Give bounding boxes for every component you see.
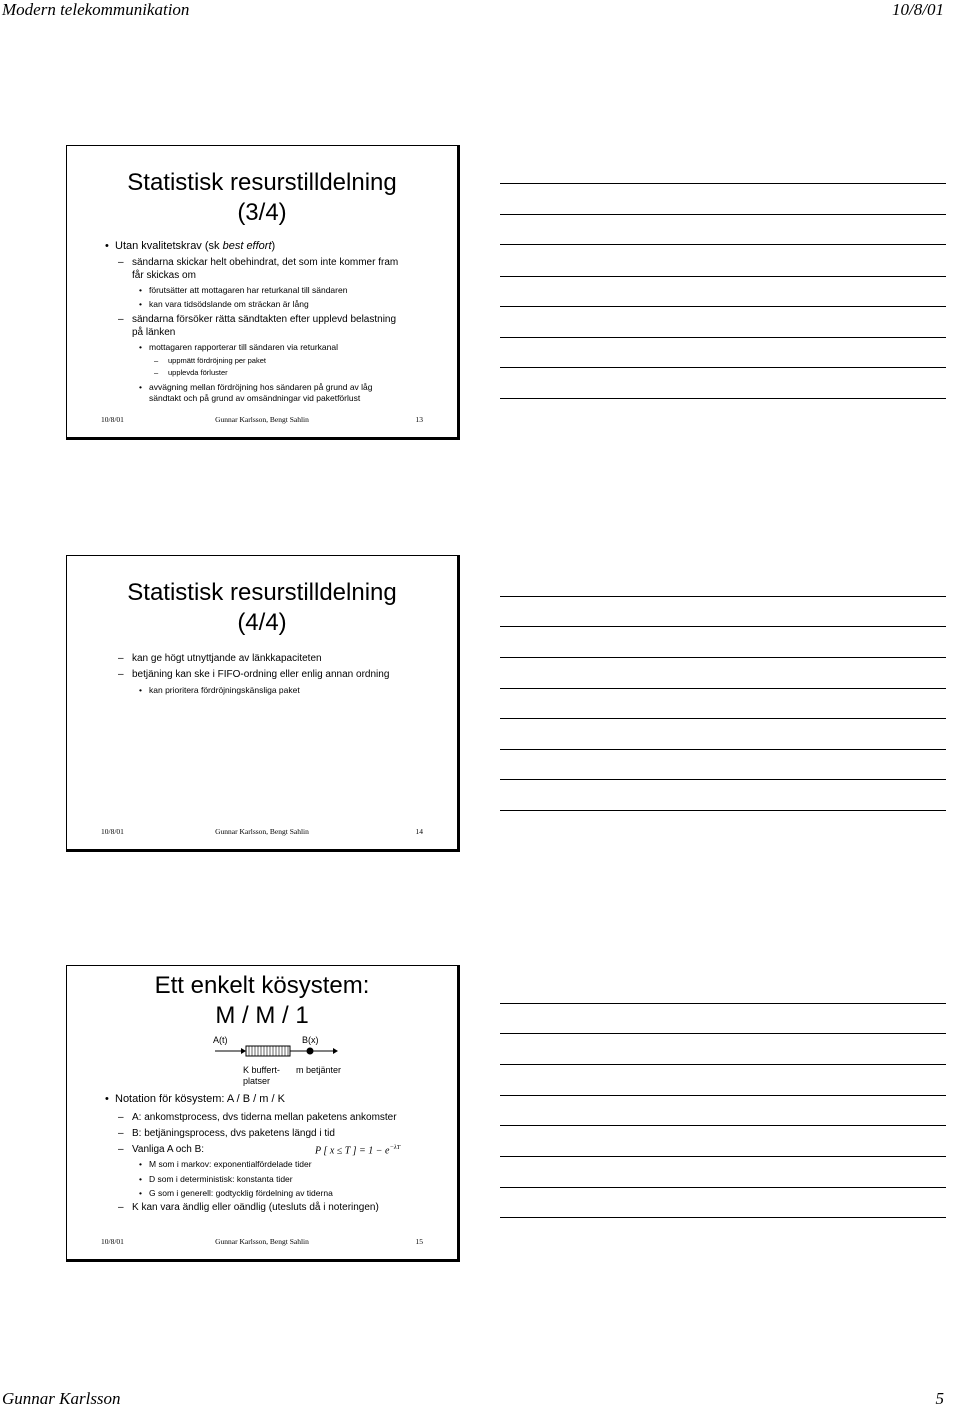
arrival-process-label: A(t) (213, 1035, 228, 1045)
note-line (500, 626, 946, 627)
note-line (500, 398, 946, 399)
slide-footer-authors: Gunnar Karlsson, Bengt Sahlin (215, 1237, 309, 1246)
slide-14 (66, 555, 460, 852)
list-item: • kan prioritera fördröjningskänsliga paket (149, 685, 300, 695)
formula-exponent: −λT (389, 1144, 401, 1151)
slide-title-line-2: (4/4) (237, 609, 287, 636)
slide-number: 13 (415, 415, 423, 424)
list-item: får skickas om (132, 270, 196, 281)
page-number: 5 (935, 1389, 944, 1408)
departure-arrow-head (333, 1048, 338, 1054)
slide-title (67, 168, 457, 228)
header-date: 10/8/01 (892, 0, 944, 19)
note-line (500, 214, 946, 215)
slide-title-line-2: (3/4) (237, 199, 287, 226)
list-item: – K kan vara ändlig eller oändlig (utesluts då i noteringen) (132, 1202, 379, 1213)
list-item: på länken (132, 327, 176, 338)
slide-title (67, 578, 457, 638)
note-line (500, 337, 946, 338)
note-line (500, 688, 946, 689)
buffer-box (246, 1046, 290, 1056)
list-item: sändtakt och på grund av omsändningar vid paketförlust (149, 393, 361, 403)
note-line (500, 1095, 946, 1096)
note-line (500, 276, 946, 277)
formula-lhs: P [ x ≤ T ] = 1 − e (315, 1145, 390, 1157)
list-item: • Notation för kösystem: A / B / m / K (115, 1093, 285, 1105)
slide-title-line-1: Statistisk resurstilldelning (127, 579, 397, 606)
footer-author: Gunnar Karlsson (2, 1389, 121, 1408)
slide-footer-date: 10/8/01 (101, 1237, 124, 1246)
slide-number: 15 (415, 1237, 423, 1246)
page-header (0, 0, 960, 20)
list-item: – A: ankomstprocess, dvs tiderna mellan paketens ankomster (132, 1112, 397, 1123)
note-line (500, 657, 946, 658)
note-line (500, 779, 946, 780)
buffer-label-line-2: platser (243, 1076, 271, 1086)
note-line (500, 1217, 946, 1218)
formula-exponential-cdf (315, 1144, 400, 1156)
slide-footer-authors: Gunnar Karlsson, Bengt Sahlin (215, 827, 309, 836)
server-node (307, 1048, 314, 1055)
list-item: • mottagaren rapporterar till sändaren via returkanal (149, 342, 338, 352)
note-line (500, 183, 946, 184)
slide-title-line-1: Statistisk resurstilldelning (127, 169, 397, 196)
note-line (500, 718, 946, 719)
slide-title (67, 971, 457, 1031)
note-line (500, 596, 946, 597)
list-item: • förutsätter att mottagaren har returkanal till sändaren (149, 285, 347, 295)
arrival-arrow-head (241, 1048, 246, 1054)
note-line (500, 306, 946, 307)
slide-15 (66, 965, 460, 1262)
list-item: – upplevda förluster (168, 368, 228, 377)
slide-title-line-1: Ett enkelt kösystem: (154, 972, 370, 999)
list-item: – sändarna skickar helt obehindrat, det som inte kommer fram (132, 257, 398, 268)
slide-13 (66, 145, 460, 440)
list-item: • kan vara tidsödslande om sträckan är lång (149, 299, 309, 309)
header-title: Modern telekommunikation (2, 0, 190, 19)
note-line (500, 749, 946, 750)
note-line (500, 244, 946, 245)
list-item: • D som i deterministisk: konstanta tider (149, 1174, 293, 1184)
note-line (500, 1187, 946, 1188)
slide-title-line-2: M / M / 1 (215, 1002, 309, 1029)
slide-footer (67, 827, 457, 839)
note-line (500, 1156, 946, 1157)
slide-footer-date: 10/8/01 (101, 827, 124, 836)
note-line (500, 1003, 946, 1004)
note-line (500, 1033, 946, 1034)
list-item: – uppmätt fördröjning per paket (168, 356, 266, 365)
note-line (500, 810, 946, 811)
slide-footer-authors: Gunnar Karlsson, Bengt Sahlin (215, 415, 309, 424)
list-item: • avvägning mellan fördröjning hos sändaren på grund av låg (149, 382, 373, 392)
list-item: – Vanliga A och B: (132, 1144, 204, 1155)
note-line (500, 1125, 946, 1126)
queue-diagram (215, 1044, 345, 1064)
note-line (500, 1064, 946, 1065)
slide-footer-date: 10/8/01 (101, 415, 124, 424)
list-item: – B: betjäningsprocess, dvs paketens längd i tid (132, 1128, 335, 1139)
slide-footer (67, 1237, 457, 1249)
slide-footer (67, 415, 457, 427)
list-item: • Utan kvalitetskrav (sk best effort) (115, 240, 275, 252)
list-item: • M som i markov: exponentialfördelade tider (149, 1159, 312, 1169)
list-item: • G som i generell: godtycklig fördelning av tiderna (149, 1188, 333, 1198)
list-item: – betjäning kan ske i FIFO-ordning eller enlig annan ordning (132, 669, 389, 680)
buffer-label-line-1: K buffert- (243, 1065, 280, 1075)
list-item: – kan ge högt utnyttjande av länkkapaciteten (132, 653, 322, 664)
server-label: m betjänter (296, 1065, 342, 1075)
list-item: – sändarna försöker rätta sändtakten efter upplevd belastning (132, 314, 396, 325)
note-line (500, 367, 946, 368)
service-process-label: B(x) (302, 1035, 319, 1045)
slide-number: 14 (415, 827, 423, 836)
